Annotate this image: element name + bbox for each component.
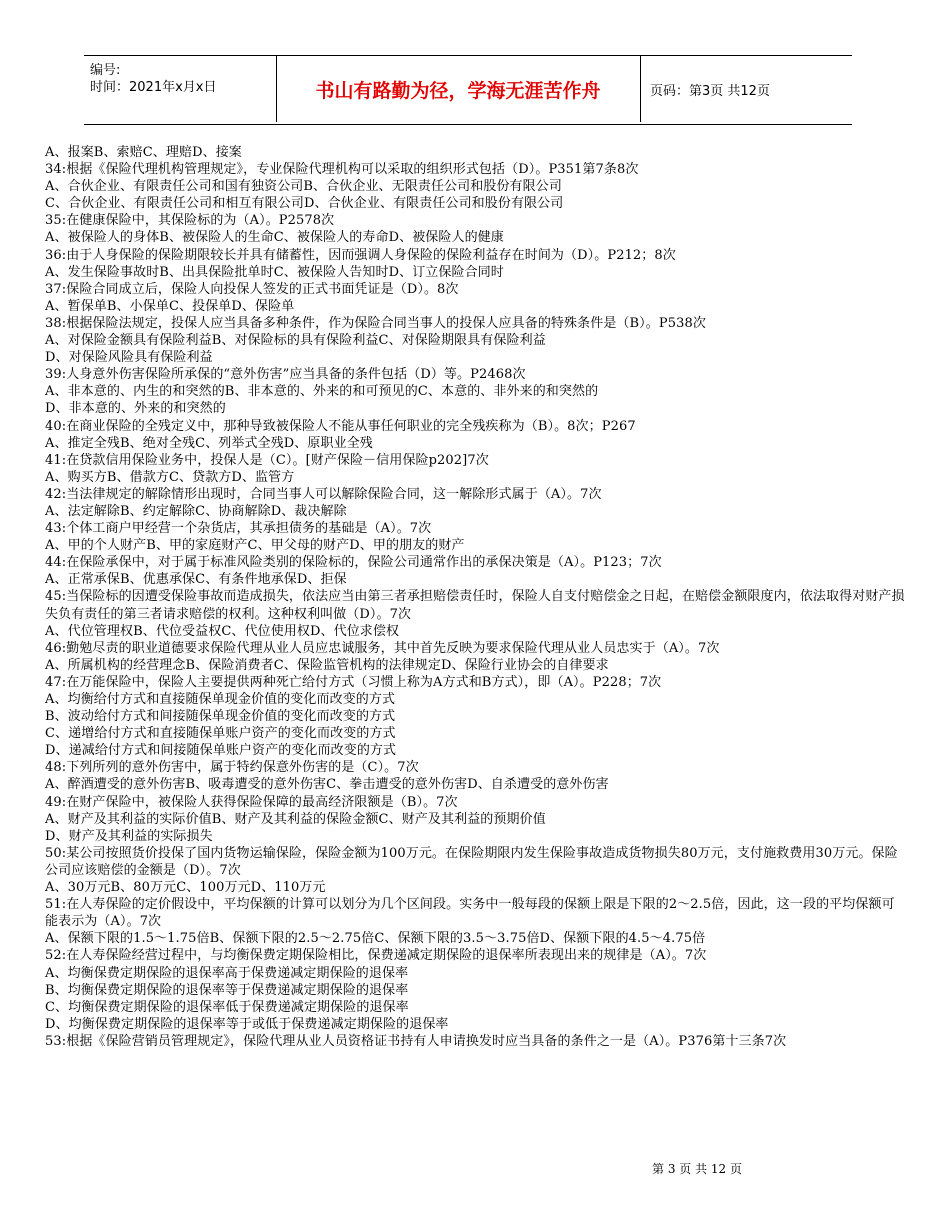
page-footer: 第 3 页 共 12 页 (652, 1162, 742, 1176)
text-line: 41:在贷款信用保险业务中，投保人是（C）。[财产保险－信用保险p202]7次 (45, 452, 489, 468)
text-line: A、非本意的、内生的和突然的B、非本意的、外来的和可预见的C、本意的、非外来的和突然的 (45, 384, 599, 400)
text-line: A、甲的个人财产B、甲的家庭财产C、甲父母的财产D、甲的朋友的财产 (45, 538, 465, 554)
text-line: A、财产及其利益的实际价值B、财产及其利益的保险金额C、财产及其利益的预期价值 (45, 811, 546, 827)
text-line: 47:在万能保险中，保险人主要提供两种死亡给付方式（习惯上称为A方式和B方式），即（A）。P228；7次 (45, 674, 662, 690)
text-line: B、均衡保费定期保险的退保率等于保费递减定期保险的退保率 (45, 982, 409, 998)
text-line: 53:根据《保险营销员管理规定》，保险代理从业人员资格证书持有人申请换发时应当具备的条件之一是（A）。P376第十三条7次 (45, 1033, 787, 1049)
text-line: A、发生保险事故时B、出具保险批单时C、被保险人告知时D、订立保险合同时 (45, 264, 504, 280)
text-line: 52:在人寿保险经营过程中，与均衡保费定期保险相比，保费递减定期保险的退保率所表现出来的规律是（A）。7次 (45, 948, 707, 964)
text-line: A、推定全残B、绝对全残C、列举式全残D、原职业全残 (45, 435, 373, 451)
text-line: C、合伙企业、有限责任公司和相互有限公司D、合伙企业、有限责任公司和股份有限公司 (45, 196, 564, 212)
text-line: A、暂保单B、小保单C、投保单D、保险单 (45, 298, 295, 314)
text-line: C、均衡保费定期保险的退保率低于保费递减定期保险的退保率 (45, 999, 409, 1015)
text-line: 50:某公司按照货价投保了国内货物运输保险，保险金额为100万元。在保险期限内发生保险事故造成货物损失80万元，支付施救费用30万元。保险公司应该赔偿的金额是（D）。7次 (45, 845, 898, 878)
text-line: 49:在财产保险中，被保险人获得保险保障的最高经济限额是（B）。7次 (45, 794, 458, 810)
text-line: 46:勤勉尽责的职业道德要求保险代理从业人员应忠诚服务，其中首先反映为要求保险代理从业人员忠实于（A）。7次 (45, 640, 720, 656)
text-line: A、均衡保费定期保险的退保率高于保费递减定期保险的退保率 (45, 965, 409, 981)
text-line: D、均衡保费定期保险的退保率等于或低于保费递减定期保险的退保率 (45, 1016, 449, 1032)
text-line: 35:在健康保险中，其保险标的为（A）。P2578次 (45, 213, 335, 229)
text-line: A、被保险人的身体B、被保险人的生命C、被保险人的寿命D、被保险人的健康 (45, 230, 504, 246)
text-line: 42:当法律规定的解除情形出现时，合同当事人可以解除保险合同，这一解除形式属于（A）。7次 (45, 486, 602, 502)
text-line: D、递减给付方式和间接随保单账户资产的变化而改变的方式 (45, 743, 397, 759)
text-line: A、对保险金额具有保险利益B、对保险标的具有保险利益C、对保险期限具有保险利益 (45, 333, 546, 349)
text-line: 45:当保险标的因遭受保险事故而造成损失，依法应当由第三者承担赔偿责任时，保险人自支付赔偿金之日起，在赔偿金额限度内，依法取得对财产损失负有责任的第三者请求赔偿的权利。这种权利叫做（D）。7次 (45, 589, 905, 622)
text-line: 44:在保险承保中，对于属于标准风险类别的保险标的，保险公司通常作出的承保决策是（A）。P123；7次 (45, 555, 662, 571)
text-line: 51:在人寿保险的定价假设中，平均保额的计算可以划分为几个区间段。实务中一般每段的保额上限是下限的2～2.5倍，因此，这一段的平均保额可能表示为（A）。7次 (45, 897, 895, 930)
header-page-label: 页码：第3页 共12页 (650, 83, 770, 99)
text-line: A、购买方B、借款方C、贷款方D、监管方 (45, 469, 295, 485)
text-line: A、保额下限的1.5～1.75倍B、保额下限的2.5～2.75倍C、保额下限的3.5～3.75倍D、保额下限的4.5～4.75倍 (45, 931, 706, 947)
text-line: A、报案B、索赔C、理赔D、接案 (45, 145, 242, 160)
text-line: 48:下列所列的意外伤害中，属于特约保意外伤害的是（C）。7次 (45, 760, 419, 776)
document-number-label: 编号: (90, 63, 121, 78)
question-list (45, 144, 905, 1050)
text-line: A、代位管理权B、代位受益权C、代位使用权D、代位求偿权 (45, 623, 400, 639)
text-line: D、财产及其利益的实际损失 (45, 828, 213, 844)
text-line: D、非本意的、外来的和突然的 (45, 401, 226, 417)
text-line: A、法定解除B、约定解除C、协商解除D、裁决解除 (45, 503, 347, 519)
text-line: 40:在商业保险的全残定义中，那种导致被保险人不能从事任何职业的完全残疾称为（B）。8次；P267 (45, 418, 636, 434)
text-line: A、30万元B、80万元C、100万元D、110万元 (45, 880, 326, 896)
text-line: A、所属机构的经营理念B、保险消费者C、保险监管机构的法律规定D、保险行业协会的自律要求 (45, 657, 609, 673)
text-line: A、均衡给付方式和直接随保单现金价值的变化而改变的方式 (45, 692, 396, 707)
text-line: 38:根据保险法规定，投保人应当具备多种条件，作为保险合同当事人的投保人应具备的特殊条件是（B）。P538次 (45, 315, 706, 331)
text-line: A、合伙企业、有限责任公司和国有独资公司B、合伙企业、无限责任公司和股份有限公司 (45, 179, 562, 195)
text-line: A、醉酒遭受的意外伤害B、吸毒遭受的意外伤害C、拳击遭受的意外伤害D、自杀遭受的意外伤害 (45, 777, 609, 793)
text-line: B、波动给付方式和间接随保单现金价值的变化而改变的方式 (45, 709, 396, 725)
text-line: D、对保险风险具有保险利益 (45, 350, 213, 366)
text-line: A、正常承保B、优惠承保C、有条件地承保D、拒保 (45, 572, 347, 588)
page-header (84, 55, 852, 125)
text-line: 43:个体工商户甲经营一个杂货店，其承担债务的基础是（A）。7次 (45, 521, 432, 537)
text-line: 37:保险合同成立后，保险人向投保人签发的正式书面凭证是（D）。8次 (45, 281, 459, 297)
text-line: C、递增给付方式和直接随保单账户资产的变化而改变的方式 (45, 726, 396, 742)
header-meta (90, 62, 268, 96)
text-line: 34:根据《保险代理机构管理规定》，专业保险代理机构可以采取的组织形式包括（D）。P351第7条8次 (45, 162, 639, 178)
header-motto: 书山有路勤为径，学海无涯苦作舟 (315, 79, 601, 102)
header-divider (640, 56, 641, 122)
document-time-label: 时间：2021年x月x日 (90, 80, 217, 95)
text-line: 36:由于人身保险的保险期限较长并具有储蓄性，因而强调人身保险的保险利益存在时间为（D）。P212；8次 (45, 247, 676, 263)
text-line: 39:人身意外伤害保险所承保的“意外伤害”应当具备的条件包括（D）等。P2468次 (45, 367, 526, 383)
